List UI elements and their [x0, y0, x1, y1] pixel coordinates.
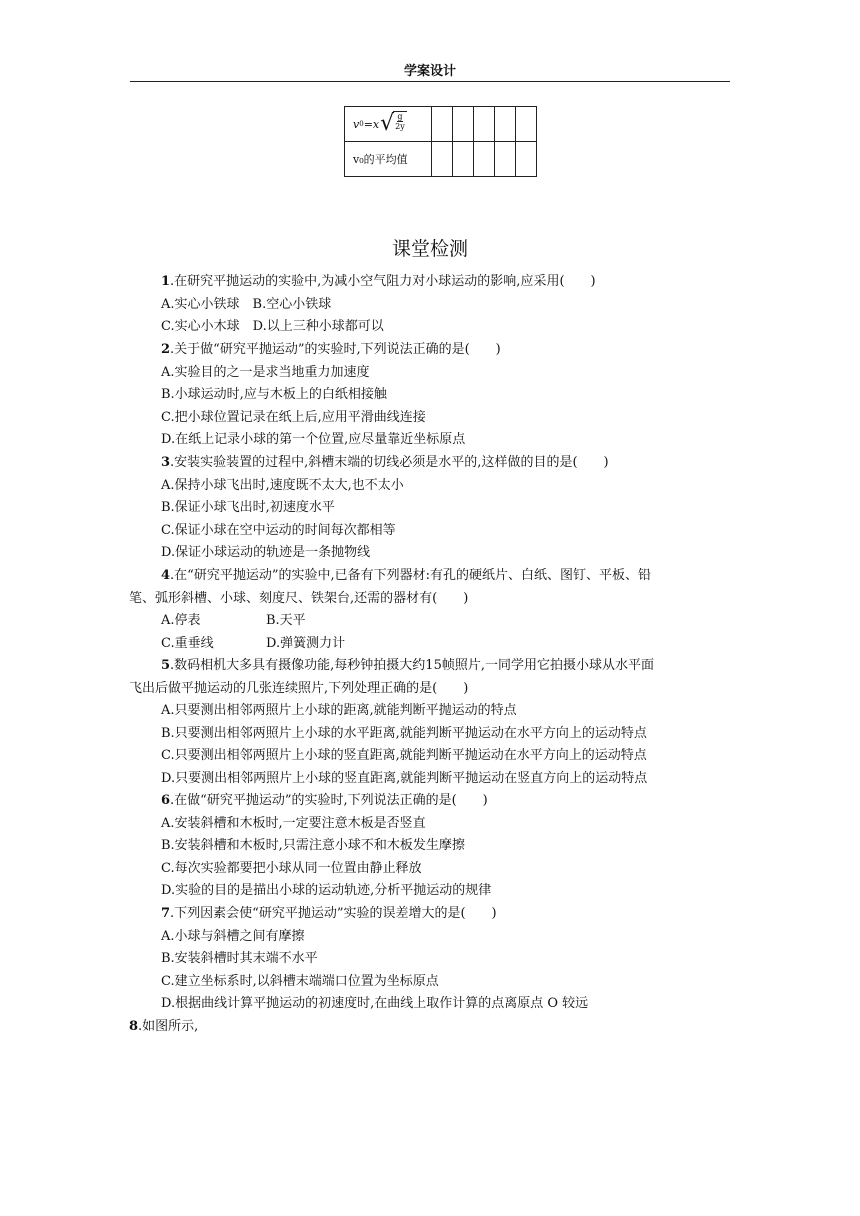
question-stem: .在“研究平抛运动”的实验中,已备有下列器材:有孔的硬纸片、白纸、图钉、平板、铅 [170, 568, 651, 583]
table-cell [495, 107, 516, 142]
question-number: 8 [129, 1019, 139, 1034]
formula-eq: =x [363, 117, 380, 131]
question-stem: .安装实验装置的过程中,斜槽末端的切线必须是水平的,这样做的目的是( ) [170, 455, 609, 470]
question-stem-cont: 笔、弧形斜槽、小球、刻度尺、铁架台,还需的器材有( ) [129, 590, 469, 606]
question-number: 4 [161, 568, 171, 583]
v0-average-label: v₀的平均值 [345, 142, 432, 177]
question-stem: .下列因素会使“研究平抛运动”实验的误差增大的是( ) [170, 906, 497, 921]
table-cell [432, 142, 453, 177]
page-header: 学案设计 [403, 64, 456, 79]
v0-formula [353, 113, 431, 135]
option-line: C.实心小木球 D.以上三种小球都可以 [161, 319, 384, 335]
table-cell [453, 142, 474, 177]
option-line: A.实验目的之一是求当地重力加速度 [161, 364, 370, 380]
option-b: B.天平 [266, 613, 306, 629]
option-line: C.把小球位置记录在纸上后,应用平滑曲线连接 [161, 409, 426, 425]
table-cell [474, 142, 495, 177]
data-table [344, 106, 537, 177]
question-stem: .如图所示, [138, 1019, 199, 1034]
header-rule [130, 81, 730, 82]
table-cell [516, 107, 537, 142]
formula-fraction [393, 111, 407, 131]
option-line: D.只要测出相邻两照片上小球的竖直距离,就能判断平抛运动在竖直方向上的运动特点 [161, 770, 648, 786]
option-line: D.保证小球运动的轨迹是一条抛物线 [161, 545, 371, 561]
option-c: C.重垂线 [161, 635, 214, 651]
fraction-denominator: 2y [395, 122, 405, 131]
option-line: C.只要测出相邻两照片上小球的竖直距离,就能判断平抛运动在水平方向上的运动特点 [161, 748, 647, 764]
table-cell [432, 107, 453, 142]
option-line: A.只要测出相邻两照片上小球的距离,就能判断平抛运动的特点 [161, 703, 517, 719]
option-a: A.停表 [161, 613, 201, 629]
question-number: 1 [161, 274, 171, 289]
table-cell [474, 107, 495, 142]
option-line: C.保证小球在空中运动的时间每次都相等 [161, 522, 396, 538]
question-stem-cont: 飞出后做平抛运动的几张连续照片,下列处理正确的是( ) [129, 680, 469, 696]
option-d: D.弹簧测力计 [266, 635, 346, 651]
option-line: A.实心小铁球 B.空心小铁球 [161, 296, 332, 312]
option-line: D.根据曲线计算平抛运动的初速度时,在曲线上取作计算的点离原点 O 较远 [161, 996, 589, 1012]
question-3 [161, 452, 746, 565]
question-number: 5 [161, 658, 171, 673]
option-line: B.小球运动时,应与木板上的白纸相接触 [161, 387, 387, 403]
option-line: C.建立坐标系时,以斜槽末端端口位置为坐标原点 [161, 973, 439, 989]
question-number: 3 [161, 455, 171, 470]
v-symbol: v [353, 117, 360, 131]
option-line: D.实验的目的是描出小球的运动轨迹,分析平抛运动的规律 [161, 883, 492, 899]
question-4 [129, 565, 749, 655]
fraction-numerator: g [397, 112, 403, 121]
option-line: C.每次实验都要把小球从同一位置由静止释放 [161, 860, 422, 876]
table-cell [495, 142, 516, 177]
table-row [345, 107, 537, 142]
question-number: 6 [161, 793, 171, 808]
question-5 [129, 655, 749, 791]
option-line: A.小球与斜槽之间有摩擦 [161, 928, 305, 944]
question-number: 2 [161, 342, 171, 357]
option-line: D.在纸上记录小球的第一个位置,应尽量靠近坐标原点 [161, 432, 466, 448]
question-number: 7 [161, 906, 171, 921]
option-line: A.安装斜槽和木板时,一定要注意木板是否竖直 [161, 815, 426, 831]
section-title: 课堂检测 [391, 238, 468, 260]
v0-formula-cell [345, 107, 432, 142]
question-stem: .数码相机大多具有摄像功能,每秒钟拍摄大约15帧照片,一同学用它拍摄小球从水平面 [170, 658, 654, 673]
question-1 [161, 271, 746, 339]
option-line: B.安装斜槽和木板时,只需注意小球不和木板发生摩擦 [161, 838, 465, 854]
table-cell [453, 107, 474, 142]
question-stem: .关于做“研究平抛运动”的实验时,下列说法正确的是( ) [170, 342, 501, 357]
question-stem: .在研究平抛运动的实验中,为减小空气阻力对小球运动的影响,应采用( ) [170, 274, 596, 289]
question-6 [161, 790, 746, 903]
option-line: B.保证小球飞出时,初速度水平 [161, 500, 335, 516]
sqrt-symbol: √ $\frac{g}{2y}$ [380, 111, 405, 136]
question-8 [129, 1016, 714, 1039]
question-2 [161, 339, 746, 452]
v-subscript: 0 [359, 120, 364, 128]
option-line: A.保持小球飞出时,速度既不太大,也不太小 [161, 477, 404, 493]
option-line: B.安装斜槽时其末端不水平 [161, 951, 318, 967]
question-stem: .在做“研究平抛运动”的实验时,下列说法正确的是( ) [170, 793, 488, 808]
table-row [345, 142, 537, 177]
question-7 [161, 903, 746, 1016]
table-cell [516, 142, 537, 177]
option-line: B.只要测出相邻两照片上小球的水平距离,就能判断平抛运动在水平方向上的运动特点 [161, 725, 647, 741]
